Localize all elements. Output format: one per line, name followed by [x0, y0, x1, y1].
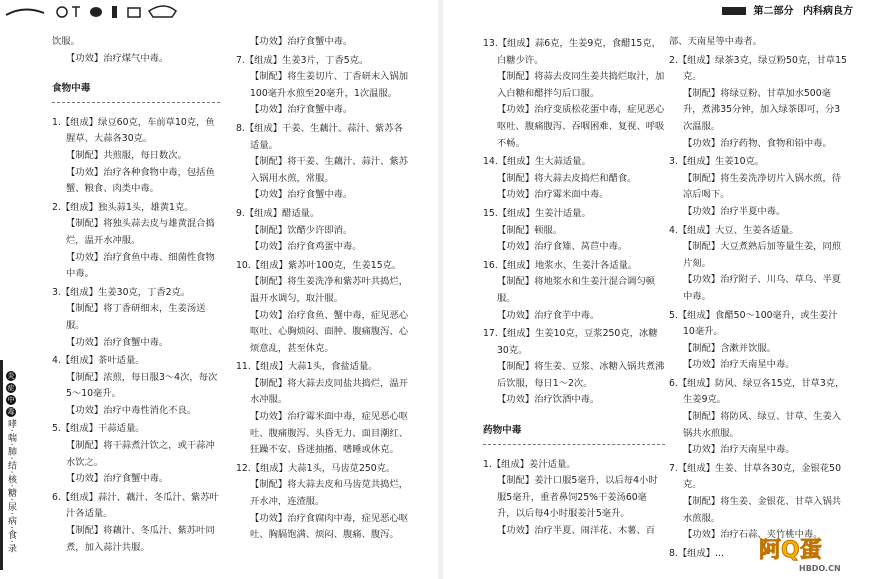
recipe-item: 1.【组成】绿豆60克，车前草10克，鱼腥草、大蒜各30克。: [52, 116, 215, 145]
recipe-item: 6.【组成】防风、绿豆各15克，甘草3克，生姜9克。: [669, 377, 845, 406]
header-bar: [722, 7, 746, 15]
recipe-line: 【功效】治疗食鸡蛋中毒。: [250, 241, 362, 253]
recipe-line: 【制配】将大蒜去皮和马齿苋共捣烂，开水冲，连渣服。: [250, 479, 409, 508]
header-part: 第二部分: [753, 6, 794, 17]
recipe-line: 【功效】治疗食蟹中毒。: [250, 36, 353, 47]
recipe-line: 【制配】将大蒜去皮捣烂和醋食。: [497, 172, 637, 184]
recipe-line: 【功效】治疗天南星中毒。: [683, 444, 795, 456]
recipe-line: 【功效】治疗中毒性消化不良。: [66, 404, 197, 416]
recipe-line: 【功效】治疗天南星中毒。: [683, 359, 795, 371]
recipe-line: 【制配】将独头蒜去皮与雄黄混合捣烂，温开水冲服。: [66, 218, 215, 246]
watermark-url: HBDO.CN: [799, 564, 841, 573]
recipe-line: 【制配】将生姜洗净和紫苏叶共捣烂，温开水调匀，取汁服。: [250, 276, 409, 304]
recipe-item: 6.【组成】蒜汁、藕汁、冬瓜汁、紫苏叶汁各适量。: [52, 491, 219, 520]
recipe-line: 【制配】将生姜切片、丁香研末入锅加100毫升水煎至20毫升，1次温服。: [250, 71, 409, 99]
recipe-line: 饮服。: [52, 36, 80, 47]
recipe-line: 【制配】将大蒜去皮同盐共捣烂，温开水冲服。: [250, 377, 409, 406]
recipe-line: 【功效】治疗食蟹中毒。: [66, 336, 169, 348]
recipe-line: 【功效】治疗石蒜、夹竹桃中毒。: [683, 529, 823, 541]
section-heading: 药物中毒: [483, 425, 522, 437]
recipe-line: 【功效】治疗食腐肉中毒，症见恶心呕吐、胸膈饱满、烦闷、腹痛、腹泻。: [250, 512, 409, 541]
recipe-line: 【功效】治疗各种食物中毒，包括鱼蟹、粮食、肉类中毒。: [66, 166, 215, 195]
right-page: [443, 0, 877, 579]
recipe-line: 【功效】治疗霉米面中毒，症见恶心呕吐、腹痛腹泻、头昏无力、面目潮红、狂躁不安、昏迷抽搐、嗜睡或休克。: [250, 411, 409, 456]
recipe-item: 8.【组成】干姜、生藕汁、蒜汁、紫苏各适量。: [236, 122, 403, 151]
recipe-item: 14.【组成】生大蒜适量。: [483, 156, 591, 168]
right-column-2: [669, 34, 847, 562]
recipe-line: 【功效】治疗食蟹中毒。: [250, 104, 353, 116]
recipe-line: 【制配】将丁香研细末，生姜汤送服。: [66, 303, 206, 331]
dashed-divider: [52, 102, 220, 103]
recipe-item: 9.【组成】醋适量。: [236, 207, 320, 219]
recipe-item: 2.【组成】绿茶3克，绿豆粉50克，甘草15克。: [669, 54, 847, 83]
recipe-line: 【制配】将藕汁、冬瓜汁、紫苏叶同煮，加入蒜汁共服。: [66, 525, 215, 553]
side-tab-char: 毒: [7, 408, 15, 416]
recipe-line: 【制配】大豆煮熟后加等量生姜，同煎片刻。: [683, 241, 842, 269]
left-column-1: [52, 34, 220, 556]
header-section: 内科病良方: [803, 6, 853, 17]
recipe-item: 10.【组成】紫苏叶100克，生姜15克。: [236, 259, 402, 271]
recipe-line: 【功效】治疗食鱼中毒、细菌性食物中毒。: [66, 251, 215, 280]
recipe-item: 12.【组成】大蒜1头，马齿苋250克。: [236, 462, 396, 474]
section-heading: 食物中毒: [52, 83, 91, 95]
side-tab-char: 中: [7, 396, 15, 404]
recipe-line: 【功效】治疗食芋中毒。: [497, 309, 600, 321]
watermark-text: 阿Q蛋: [759, 538, 822, 563]
side-chapter-tab: [2, 370, 20, 558]
recipe-item: 8.【组成】...: [669, 547, 724, 559]
left-column-2: [236, 34, 412, 544]
watermark-logo: [751, 527, 871, 575]
recipe-line: 【功效】治疗煤气中毒。: [66, 52, 169, 64]
side-tab-text: 哮·喘·肺·结·核·糖·尿·病·食·录: [6, 419, 16, 554]
right-column-1: [483, 34, 665, 540]
recipe-line: 【功效】治疗变质松花蛋中毒，症见恶心呕吐、腹痛腹泻、吞咽困难、复视、呼吸不畅。: [497, 104, 665, 149]
recipe-item: 3.【组成】生姜10克。: [669, 156, 765, 168]
recipe-item: 2.【组成】独头蒜1头，雄黄1克。: [52, 201, 194, 213]
kitchen-utensils-icon: [4, 3, 184, 19]
recipe-item: 3.【组成】生姜30克，丁香2克。: [52, 286, 191, 298]
recipe-item: 4.【组成】茶叶适量。: [52, 355, 145, 367]
recipe-item: 5.【组成】干蒜适量。: [52, 423, 145, 435]
dashed-divider: [483, 444, 665, 445]
recipe-line: 【功效】治疗饮酒中毒。: [497, 394, 600, 406]
recipe-line: 【功效】治疗食蟹中毒。: [66, 473, 169, 485]
recipe-line: 【功效】治疗食鱼、蟹中毒，症见恶心呕吐、心胸烦闷、面肿、腹痛腹泻、心烦意乱，甚至休克。: [250, 309, 409, 354]
recipe-line: 【功效】治疗药物、食物和铅中毒。: [683, 137, 832, 149]
recipe-line: 【制配】将防风、绿豆、甘草、生姜入锅共水煎服。: [683, 411, 842, 439]
recipe-item: 17.【组成】生姜10克，豆浆250克，冰糖30克。: [483, 328, 658, 356]
recipe-item: 11.【组成】大蒜1头，食盐适量。: [236, 361, 378, 373]
recipe-line: 【制配】姜汁口服5毫升，以后每4小时服5毫升，重者鼻饲25%干姜汤60毫升，以后每4小时服姜汁5毫升。: [497, 475, 658, 520]
recipe-item: 7.【组成】生姜3片，丁香5克。: [236, 54, 369, 66]
recipe-line: 部、天南星等中毒者。: [669, 36, 762, 47]
recipe-line: 【功效】治疗食蟹中毒。: [250, 189, 353, 201]
recipe-item: 13.【组成】蒜6克，生姜9克，食醋15克，白糖少许。: [483, 38, 661, 66]
recipe-line: 【制配】浓煎，每日服3～4次，每次5～10毫升。: [66, 371, 218, 400]
recipe-item: 1.【组成】姜汁适量。: [483, 458, 576, 470]
recipe-line: 【制配】饮醋少许即消。: [250, 224, 353, 236]
recipe-line: 【制配】共煎服，每日数次。: [66, 149, 187, 161]
recipe-line: 【制配】将生姜、金银花、甘草入锅共水煎服。: [683, 496, 842, 524]
recipe-line: 【制配】将干蒜煮汁饮之，或干蒜冲水饮之。: [66, 440, 215, 468]
recipe-line: 【制配】将生姜洗净切片入锅水煎，待凉后喝下。: [683, 172, 842, 201]
recipe-item: 4.【组成】大豆、生姜各适量。: [669, 224, 799, 236]
recipe-line: 【功效】治疗半夏、闹洋花、木薯、百: [497, 525, 656, 537]
recipe-line: 【功效】治疗食雉、莴苣中毒。: [497, 241, 628, 253]
recipe-line: 【制配】将蒜去皮同生姜共捣烂取汁，加入白糖和醋拌匀后口服。: [497, 71, 665, 99]
recipe-line: 【功效】治疗半夏中毒。: [683, 205, 786, 217]
recipe-item: 16.【组成】地浆水、生姜汁各适量。: [483, 259, 638, 271]
recipe-line: 【制配】将干姜、生藕汁、蒜汁、紫苏入锅用水煎，常服。: [250, 156, 409, 184]
recipe-item: 7.【组成】生姜、甘草各30克，金银花50克。: [669, 462, 841, 491]
recipe-line: 【制配】顿服。: [497, 224, 563, 236]
recipe-line: 【制配】将地浆水和生姜汁混合调匀顿服。: [497, 276, 656, 304]
side-tab-char: 症: [7, 384, 15, 392]
recipe-line: 【制配】含漱并饮服。: [683, 342, 776, 354]
recipe-line: 【制配】将生姜、豆浆、冰糖入锅共煮沸后饮服，每日1～2次。: [497, 361, 665, 389]
running-header: [722, 2, 853, 17]
recipe-line: 【制配】将绿豆粉、甘草加水500毫升，煮沸35分钟，加入绿茶即可，分3次温服。: [683, 87, 841, 132]
recipe-line: 【功效】治疗霉米面中毒。: [497, 189, 609, 201]
recipe-line: 【功效】治疗附子、川乌、草乌、半夏中毒。: [683, 274, 842, 302]
recipe-item: 5.【组成】食醋50～100毫升，或生姜汁10毫升。: [669, 309, 838, 338]
recipe-item: 15.【组成】生姜汁适量。: [483, 207, 591, 219]
side-tab-char: 炎: [7, 372, 15, 380]
